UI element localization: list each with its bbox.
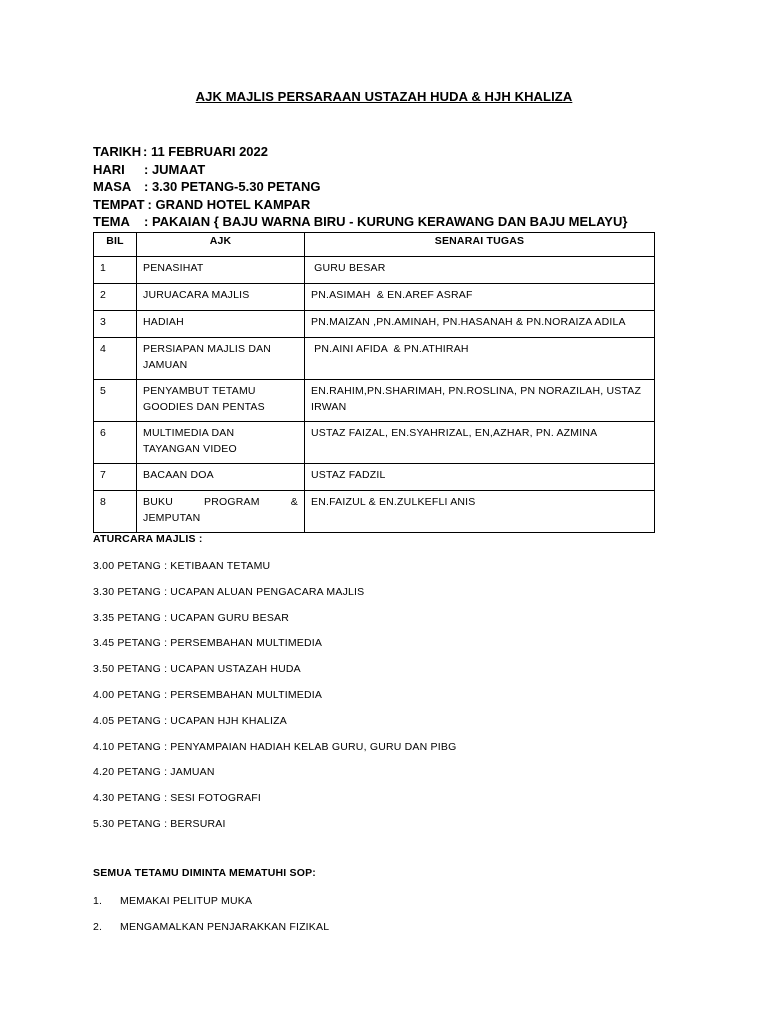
list-item xyxy=(93,894,329,920)
aturcara-heading: ATURCARA MAJLIS : xyxy=(93,533,203,545)
cell-tugas-line: IRWAN xyxy=(311,401,347,413)
cell-ajk: JURUACARA MAJLIS xyxy=(137,284,305,311)
table-row xyxy=(94,338,655,380)
sop-list xyxy=(93,894,329,946)
hari-value: : JUMAAT xyxy=(144,161,206,177)
header-ajk: AJK xyxy=(137,233,305,257)
cell-bil: 7 xyxy=(94,464,137,491)
cell-ajk-line: JEMPUTAN xyxy=(143,512,201,524)
cell-ajk xyxy=(137,338,305,380)
masa-value: : 3.30 PETANG-5.30 PETANG xyxy=(144,179,321,194)
cell-tugas: EN.FAIZUL & EN.ZULKEFLI ANIS xyxy=(305,491,655,533)
cell-ajk xyxy=(137,491,305,533)
cell-ajk xyxy=(137,422,305,464)
cell-ajk-line: JAMUAN xyxy=(143,359,188,371)
info-tempat xyxy=(93,196,627,214)
event-info xyxy=(93,143,627,231)
tarikh-value: : 11 FEBRUARI 2022 xyxy=(143,144,268,159)
cell-ajk: PENASIHAT xyxy=(137,257,305,284)
hari-label: HARI xyxy=(93,161,125,177)
cell-tugas: PN.AINI AFIDA & PN.ATHIRAH xyxy=(305,338,655,380)
info-tema xyxy=(93,213,627,231)
list-item: 5.30 PETANG : BERSURAI xyxy=(93,817,226,830)
masa-label: MASA xyxy=(93,179,132,194)
cell-bil: 1 xyxy=(94,257,137,284)
cell-bil: 5 xyxy=(94,380,137,422)
cell-ajk-line: PERSIAPAN MAJLIS DAN xyxy=(143,343,272,355)
tema-value: : PAKAIAN { BAJU WARNA BIRU - KURUNG KERAWANG DAN BAJU MELAYU} xyxy=(144,214,628,229)
cell-ajk-line: TAYANGAN VIDEO xyxy=(143,443,237,455)
cell-ajk xyxy=(137,380,305,422)
cell-bil: 4 xyxy=(94,338,137,380)
cell-tugas: PN.MAIZAN ,PN.AMINAH, PN.HASANAH & PN.NORAIZA ADILA xyxy=(305,311,655,338)
cell-ajk-line: MULTIMEDIA DAN xyxy=(143,427,235,439)
cell-tugas-line: EN.RAHIM,PN.SHARIMAH, PN.ROSLINA, PN NORAZILAH, USTAZ xyxy=(311,385,642,397)
list-item: 4.10 PETANG : PENYAMPAIAN HADIAH KELAB GURU, GURU DAN PIBG xyxy=(93,740,457,753)
cell-tugas xyxy=(305,380,655,422)
cell-tugas: GURU BESAR xyxy=(305,257,655,284)
sop-number: 1. xyxy=(93,895,103,907)
table-row xyxy=(94,257,655,284)
table-row xyxy=(94,284,655,311)
sop-number: 2. xyxy=(93,921,103,933)
tempat-value: : GRAND HOTEL KAMPAR xyxy=(147,196,311,212)
sop-text: MENGAMALKAN PENJARAKKAN FIZIKAL xyxy=(120,921,330,933)
tarikh-label: TARIKH xyxy=(93,144,142,159)
cell-tugas: PN.ASIMAH & EN.AREF ASRAF xyxy=(305,284,655,311)
header-bil: BIL xyxy=(94,233,137,257)
list-item: 4.30 PETANG : SESI FOTOGRAFI xyxy=(93,792,262,805)
list-item: 3.00 PETANG : KETIBAAN TETAMU xyxy=(93,560,271,572)
list-item: 3.50 PETANG : UCAPAN USTAZAH HUDA xyxy=(93,663,301,676)
table-row xyxy=(94,422,655,464)
ajk-table xyxy=(93,232,655,533)
table-row xyxy=(94,464,655,491)
page-title: AJK MAJLIS PERSARAAN USTAZAH HUDA & HJH KHALIZA xyxy=(195,89,573,104)
sop-text: MEMAKAI PELITUP MUKA xyxy=(120,895,253,907)
info-hari xyxy=(93,161,627,179)
table-row xyxy=(94,311,655,338)
cell-bil: 3 xyxy=(94,311,137,338)
sop-heading: SEMUA TETAMU DIMINTA MEMATUHI SOP: xyxy=(93,867,317,879)
cell-ajk-line: PENYAMBUT TETAMU xyxy=(143,385,256,397)
cell-bil: 8 xyxy=(94,491,137,533)
info-masa xyxy=(93,178,627,196)
header-senarai-tugas: SENARAI TUGAS xyxy=(305,233,655,257)
table-row xyxy=(94,491,655,533)
cell-bil: 6 xyxy=(94,422,137,464)
tempat-label: TEMPAT xyxy=(93,196,145,212)
list-item: 4.05 PETANG : UCAPAN HJH KHALIZA xyxy=(93,714,287,727)
list-item: 3.35 PETANG : UCAPAN GURU BESAR xyxy=(93,611,290,624)
tema-label: TEMA xyxy=(93,214,130,229)
aturcara-list xyxy=(93,559,456,843)
table-header-row xyxy=(94,233,655,257)
info-tarikh xyxy=(93,143,627,161)
list-item: 4.20 PETANG : JAMUAN xyxy=(93,766,215,779)
list-item: 4.00 PETANG : PERSEMBAHAN MULTIMEDIA xyxy=(93,688,323,701)
cell-bil: 2 xyxy=(94,284,137,311)
cell-tugas: USTAZ FADZIL xyxy=(305,464,655,491)
list-item: 3.45 PETANG : PERSEMBAHAN MULTIMEDIA xyxy=(93,637,323,650)
cell-ajk: HADIAH xyxy=(137,311,305,338)
table-row xyxy=(94,380,655,422)
cell-tugas: USTAZ FAIZAL, EN.SYAHRIZAL, EN,AZHAR, PN. AZMINA xyxy=(305,422,655,464)
cell-ajk-line: BUKU PROGRAM & xyxy=(143,496,298,508)
cell-ajk-line: GOODIES DAN PENTAS xyxy=(143,401,265,413)
list-item: 3.30 PETANG : UCAPAN ALUAN PENGACARA MAJLIS xyxy=(93,585,365,598)
cell-ajk: BACAAN DOA xyxy=(137,464,305,491)
list-item xyxy=(93,920,329,946)
